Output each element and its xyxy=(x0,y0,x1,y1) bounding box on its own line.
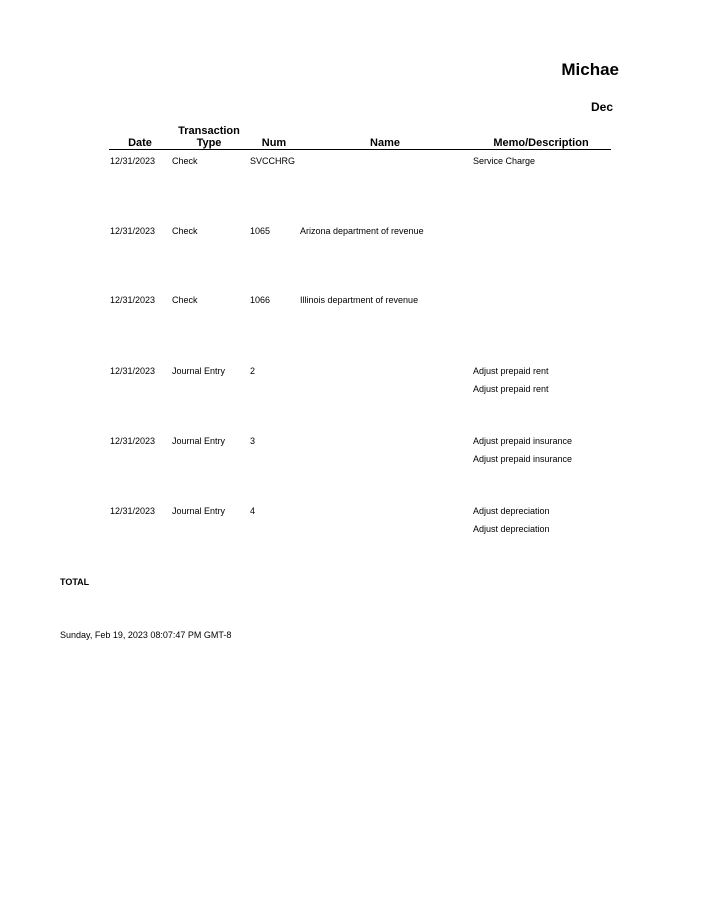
row-date: 12/31/2023 xyxy=(110,156,156,166)
report-period: Dec xyxy=(590,100,613,114)
column-header-num: Num xyxy=(261,137,287,149)
row-num: 2 xyxy=(250,366,256,376)
row-date: 12/31/2023 xyxy=(110,295,156,305)
row-type: Journal Entry xyxy=(172,506,226,516)
row-memo-second-line: Adjust depreciation xyxy=(473,524,550,534)
row-memo: Service Charge xyxy=(473,156,536,166)
row-num: 1066 xyxy=(250,295,271,305)
column-header-type-line2: Type xyxy=(196,137,222,149)
row-num: 1065 xyxy=(250,226,271,236)
row-num: SVCCHRG xyxy=(250,156,296,166)
company-name: Michae xyxy=(561,60,619,79)
row-memo: Adjust prepaid rent xyxy=(473,366,549,376)
row-type: Journal Entry xyxy=(172,366,226,376)
row-memo-second-line: Adjust prepaid rent xyxy=(473,384,549,394)
row-name: Illinois department of revenue xyxy=(300,295,419,305)
row-type: Check xyxy=(172,226,198,236)
row-type: Check xyxy=(172,295,198,305)
row-date: 12/31/2023 xyxy=(110,226,156,236)
row-type: Check xyxy=(172,156,198,166)
column-header-type xyxy=(170,125,248,149)
row-memo: Adjust prepaid insurance xyxy=(473,436,573,446)
row-date: 12/31/2023 xyxy=(110,436,156,446)
header-rule xyxy=(109,149,611,150)
row-date: 12/31/2023 xyxy=(110,366,156,376)
column-header-name: Name xyxy=(370,137,400,149)
column-header-memo: Memo/Description xyxy=(493,137,589,149)
row-type: Journal Entry xyxy=(172,436,226,446)
row-memo-second-line: Adjust prepaid insurance xyxy=(473,454,573,464)
row-date: 12/31/2023 xyxy=(110,506,156,516)
total-label: TOTAL xyxy=(60,577,90,587)
column-header-date: Date xyxy=(128,137,152,149)
row-num: 4 xyxy=(250,506,256,516)
row-num: 3 xyxy=(250,436,256,446)
footer-timestamp: Sunday, Feb 19, 2023 08:07:47 PM GMT-8 xyxy=(60,630,232,640)
row-memo: Adjust depreciation xyxy=(473,506,550,516)
column-header-type-line1: Transaction xyxy=(178,125,240,137)
row-name: Arizona department of revenue xyxy=(300,226,424,236)
